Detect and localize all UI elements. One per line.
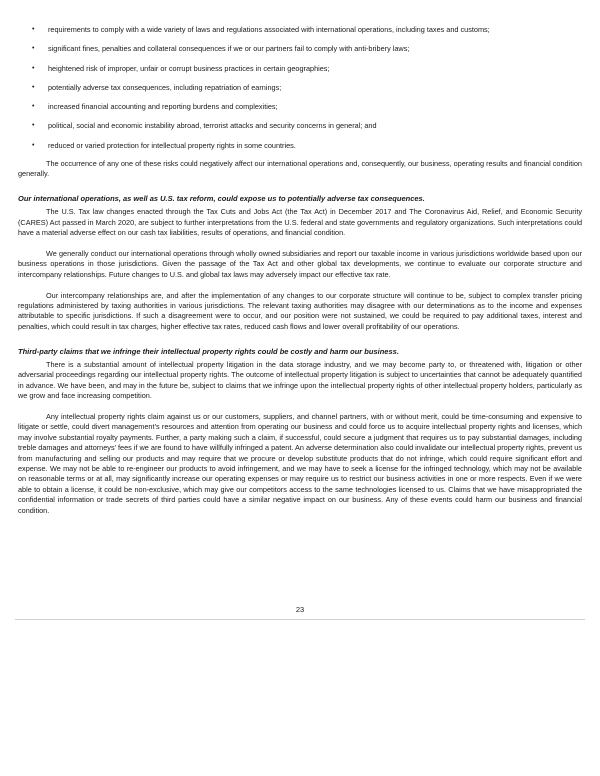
bullet-icon: •: [32, 141, 35, 149]
bullet-text: increased financial accounting and reporting burdens and complexities;: [48, 102, 278, 112]
document-page: [18, 25, 582, 516]
bullet-icon: •: [32, 103, 35, 111]
footer-divider: [15, 619, 585, 620]
paragraph-ip-litigation: There is a substantial amount of intellectual property litigation in the data storage industry, and we may become party to, or threatened with, litigation or other adversarial proceedings regarding our intellectual property rights. The outcome of intellectual property litigation is subject to uncertainties that cannot be adequately quantified in advance. We have been, and may in the future be, subject to claims that we infringe upon the intellectual property rights of other intellectual property holders, particularly as we grow and face increasing competition.: [18, 360, 582, 401]
bullet-item: [18, 44, 582, 63]
paragraph-intercompany: Our intercompany relationships are, and after the implementation of any changes to our corporate structure will continue to be, subject to complex transfer pricing regulations administered by taxing authorities in various jurisdictions. The relevant taxing authorities may disagree with our determinations as to the income and expenses attributable to specific jurisdictions. If such a disagreement were to occur, and our position were not sustained, we could be required to pay additional taxes, interest and penalties, which could result in tax charges, higher effective tax rates, reduced cash flows and lower overall profitability of our operations.: [18, 290, 582, 331]
bullet-text: heightened risk of improper, unfair or corrupt business practices in certain geographies;: [48, 63, 330, 73]
bullet-item: [18, 25, 582, 44]
bullet-text: reduced or varied protection for intellectual property rights in some countries.: [48, 140, 296, 150]
section-heading-ip-claims: Third-party claims that we infringe their intellectual property rights could be costly and harm our business.: [18, 346, 399, 356]
page-number: 23: [295, 605, 305, 614]
bullet-item: [18, 141, 582, 159]
bullet-icon: •: [32, 26, 35, 33]
bullet-text: requirements to comply with a wide variety of laws and regulations associated with international operations, including taxes and customs;: [48, 25, 490, 34]
bullet-icon: •: [32, 83, 35, 91]
bullet-icon: •: [32, 64, 35, 72]
paragraph-tax-law: The U.S. Tax law changes enacted through the Tax Cuts and Jobs Act (the Tax Act) in December 2017 and The Coronavirus Aid, Relief, and Economic Security (CARES) Act passed in March 2020, are subject to further interpretations from the U.S. federal and state governments and regulatory organizations. Such interpretations could have a material adverse effect on our cash tax liabilities, results of operations, and financial condition.: [18, 207, 582, 238]
paragraph-risks-summary: The occurrence of any one of these risks could negatively affect our international operations and, consequently, our business, operating results and financial condition generally.: [18, 158, 582, 179]
bullet-item: [18, 102, 582, 121]
paragraph-international-operations: We generally conduct our international operations through wholly owned subsidiaries and report our taxable income in various jurisdictions worldwide based upon our business operations in those jurisdictions. Given the passage of the Tax Act and other global tax developments, we continue to evaluate our corporate structure and intercompany relationships. Future changes to U.S. and global tax laws may adversely impact our effective tax rate.: [18, 249, 582, 279]
bullet-text: political, social and economic instability abroad, terrorist attacks and security concerns in general; and: [48, 121, 377, 131]
bullet-icon: •: [32, 122, 35, 130]
risk-bullet-list: [18, 25, 582, 159]
paragraph-ip-claims-impact: Any intellectual property rights claim against us or our customers, suppliers, and channel partners, with or without merit, could be time-consuming and expensive to litigate or settle, could divert management’s resources and attention from operating our business and could force us to acquire intellectual property rights and licenses, which may involve substantial royalty payments. Further, a party making such a claim, if successful, could secure a judgment that requires us to pay substantial damages, including treble damages and attorneys’ fees if we are found to have willfully infringed a patent. An adverse determination also could invalidate our intellectual property rights, prevent us from manufacturing and selling our products and may require that we procure or develop substitute products that do not infringe, which could require significant effort and expense. We may not be able to re-engineer our products to avoid infringement, and we may have to seek a license for the infringed technology, which may not be available on reasonable terms or at all, may significantly increase our operating expenses or may require us to restrict our business activities in one or more respects. Even if we were able to obtain a license, it could be non-exclusive, which may give our competitors access to the same technologies licensed to us. Claims that we have misappropriated the confidential information or trade secrets of third parties could have a similar negative impact on our business. Any of these events could harm our business and financial condition.: [18, 412, 582, 515]
bullet-text: potentially adverse tax consequences, including repatriation of earnings;: [48, 82, 282, 92]
bullet-item: [18, 83, 582, 102]
bullet-icon: •: [32, 45, 35, 53]
bullet-item: [18, 64, 582, 83]
bullet-text: significant fines, penalties and collateral consequences if we or our partners fail to comply with anti-bribery laws;: [48, 44, 410, 54]
section-heading-tax: Our international operations, as well as U.S. tax reform, could expose us to potentially adverse tax consequences.: [18, 193, 425, 203]
bullet-item: [18, 121, 582, 140]
